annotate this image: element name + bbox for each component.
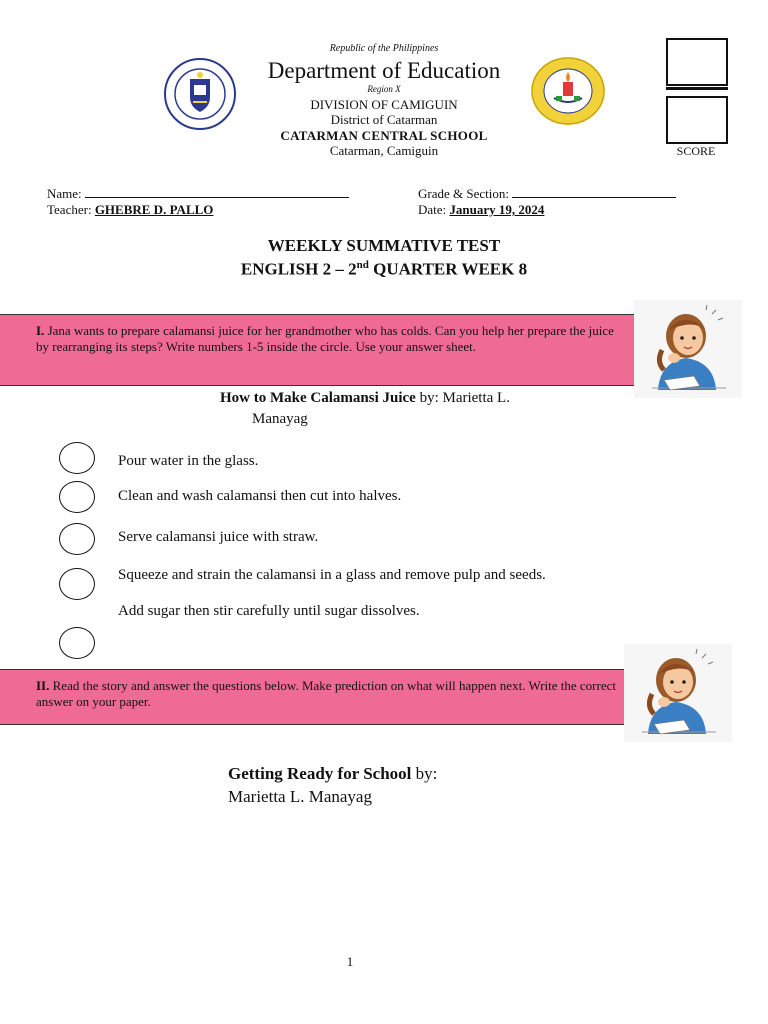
department-name: Department of Education xyxy=(267,58,501,83)
part1-instructions-text: Jana wants to prepare calamansi juice for her grandmother who has colds. Can you help her prepare the juice by rearranging its steps? Write numbers 1-5 inside the circle. Use your answer sheet. xyxy=(36,323,614,354)
reading-author-line2: Manayag xyxy=(252,411,308,427)
date-field xyxy=(418,202,544,218)
thinking-girl-illustration-1 xyxy=(634,300,742,398)
page-number: 1 xyxy=(346,954,354,969)
division-line: DIVISION OF CAMIGUIN xyxy=(310,97,458,112)
test-title: WEEKLY SUMMATIVE TEST xyxy=(267,236,501,255)
score-box-top xyxy=(666,38,728,86)
step-item: Add sugar then stir carefully until sugar dissolves. xyxy=(118,603,420,619)
name-label: Name: xyxy=(47,186,82,201)
answer-circle-4[interactable] xyxy=(59,568,95,600)
grade-section-label: Grade & Section: xyxy=(418,186,509,201)
story-title: Getting Ready for School xyxy=(228,764,412,783)
score-label: SCORE xyxy=(676,144,716,158)
step-item: Serve calamansi juice with straw. xyxy=(118,529,319,545)
republic-line: Republic of the Philippines xyxy=(329,43,439,54)
name-blank[interactable] xyxy=(85,185,349,198)
part2-instructions-text: Read the story and answer the questions below. Make prediction on what will happen next. Write the correct answer on your paper. xyxy=(36,678,616,709)
subject-ordinal: nd xyxy=(356,259,369,271)
answer-circle-3[interactable] xyxy=(59,523,95,555)
answer-circle-2[interactable] xyxy=(59,481,95,513)
part2-number: II. xyxy=(36,678,50,693)
grade-section-field xyxy=(418,185,676,202)
part2-instructions xyxy=(36,678,616,710)
score-box-bottom xyxy=(666,96,728,144)
reading-title: How to Make Calamansi Juice xyxy=(220,390,416,406)
district-line: District of Catarman xyxy=(330,112,438,127)
story-title-block xyxy=(228,762,437,808)
thinking-girl-illustration-2 xyxy=(624,644,732,742)
part1-number: I. xyxy=(36,323,45,338)
subject-suffix: QUARTER WEEK 8 xyxy=(368,259,528,279)
teacher-value: GHEBRE D. PALLO xyxy=(94,202,214,217)
story-title-line xyxy=(228,762,437,785)
deped-seal-icon xyxy=(163,57,237,131)
story-by: by: xyxy=(411,764,438,783)
story-author: Marietta L. Manayag xyxy=(228,787,372,806)
teacher-field xyxy=(47,202,213,218)
part1-instructions xyxy=(36,323,626,355)
name-field xyxy=(47,185,349,202)
test-subtitle xyxy=(0,259,768,280)
region-line: Region X xyxy=(367,84,401,94)
date-value: January 19, 2024 xyxy=(449,202,545,217)
subject-prefix: ENGLISH 2 – 2 xyxy=(240,259,357,279)
part2-banner xyxy=(0,669,624,725)
answer-circle-5[interactable] xyxy=(59,627,95,659)
grade-section-blank[interactable] xyxy=(512,185,676,198)
town-line: Catarman, Camiguin xyxy=(329,143,439,158)
reading-title-line xyxy=(220,390,510,407)
step-item: Squeeze and strain the calamansi in a glass and remove pulp and seeds. xyxy=(118,567,546,583)
school-seal-icon xyxy=(530,56,606,126)
teacher-label: Teacher: xyxy=(47,202,92,217)
school-name: CATARMAN CENTRAL SCHOOL xyxy=(280,128,488,143)
step-item: Pour water in the glass. xyxy=(118,453,259,469)
reading-author: by: Marietta L. xyxy=(415,390,510,406)
answer-circle-1[interactable] xyxy=(59,442,95,474)
part1-banner xyxy=(0,314,634,386)
score-divider xyxy=(666,87,728,90)
step-item: Clean and wash calamansi then cut into halves. xyxy=(118,488,402,504)
date-label: Date: xyxy=(418,202,447,217)
